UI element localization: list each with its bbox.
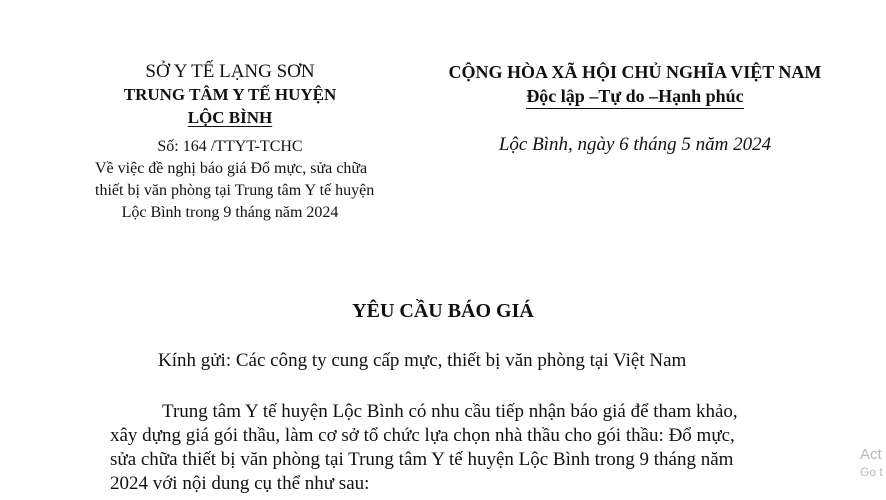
body-line-1: Trung tâm Y tế huyện Lộc Bình có nhu cầu tiếp nhận báo giá để tham khảo,: [162, 401, 738, 422]
department-name: SỞ Y TẾ LẠNG SƠN: [145, 61, 315, 82]
subject-line-1: Về việc đề nghị báo giá Đổ mực, sửa chữa: [95, 160, 368, 177]
subject-line-3: Lộc Bình trong 9 tháng năm 2024: [121, 204, 339, 221]
activation-watermark: [860, 446, 883, 480]
reference-number: Số: 164 /TTYT-TCHC: [157, 138, 303, 155]
body-paragraph: [110, 400, 830, 496]
place-and-date: Lộc Bình, ngày 6 tháng 5 năm 2024: [498, 134, 772, 155]
national-motto: Độc lập –Tự do –Hạnh phúc: [526, 84, 743, 109]
subject-line-2: thiết bị văn phòng tại Trung tâm Y tế huyện: [95, 182, 375, 199]
body-line-4: 2024 với nội dung cụ thể như sau:: [110, 473, 370, 494]
watermark-line-2: Go t: [860, 465, 883, 479]
unit-name-line1: TRUNG TÂM Y TẾ HUYỆN: [123, 85, 337, 104]
body-line-3: sửa chữa thiết bị văn phòng tại Trung tâm Y tế huyện Lộc Bình trong 9 tháng năm: [110, 449, 734, 470]
issuing-agency-block: [95, 60, 375, 224]
nation-title: CỘNG HÒA XÃ HỘI CHỦ NGHĨA VIỆT NAM: [448, 62, 822, 82]
recipient-line: Kính gửi: Các công ty cung cấp mực, thiết bị văn phòng tại Việt Nam: [158, 350, 687, 371]
body-line-2: xây dựng giá gói thầu, làm cơ sở tổ chức lựa chọn nhà thầu cho gói thầu: Đổ mực,: [110, 425, 735, 446]
unit-name-line2: LỘC BÌNH: [187, 108, 273, 127]
document-title: YÊU CẦU BÁO GIÁ: [352, 300, 534, 322]
watermark-line-1: Act: [860, 446, 882, 463]
national-header-block: [415, 60, 855, 157]
